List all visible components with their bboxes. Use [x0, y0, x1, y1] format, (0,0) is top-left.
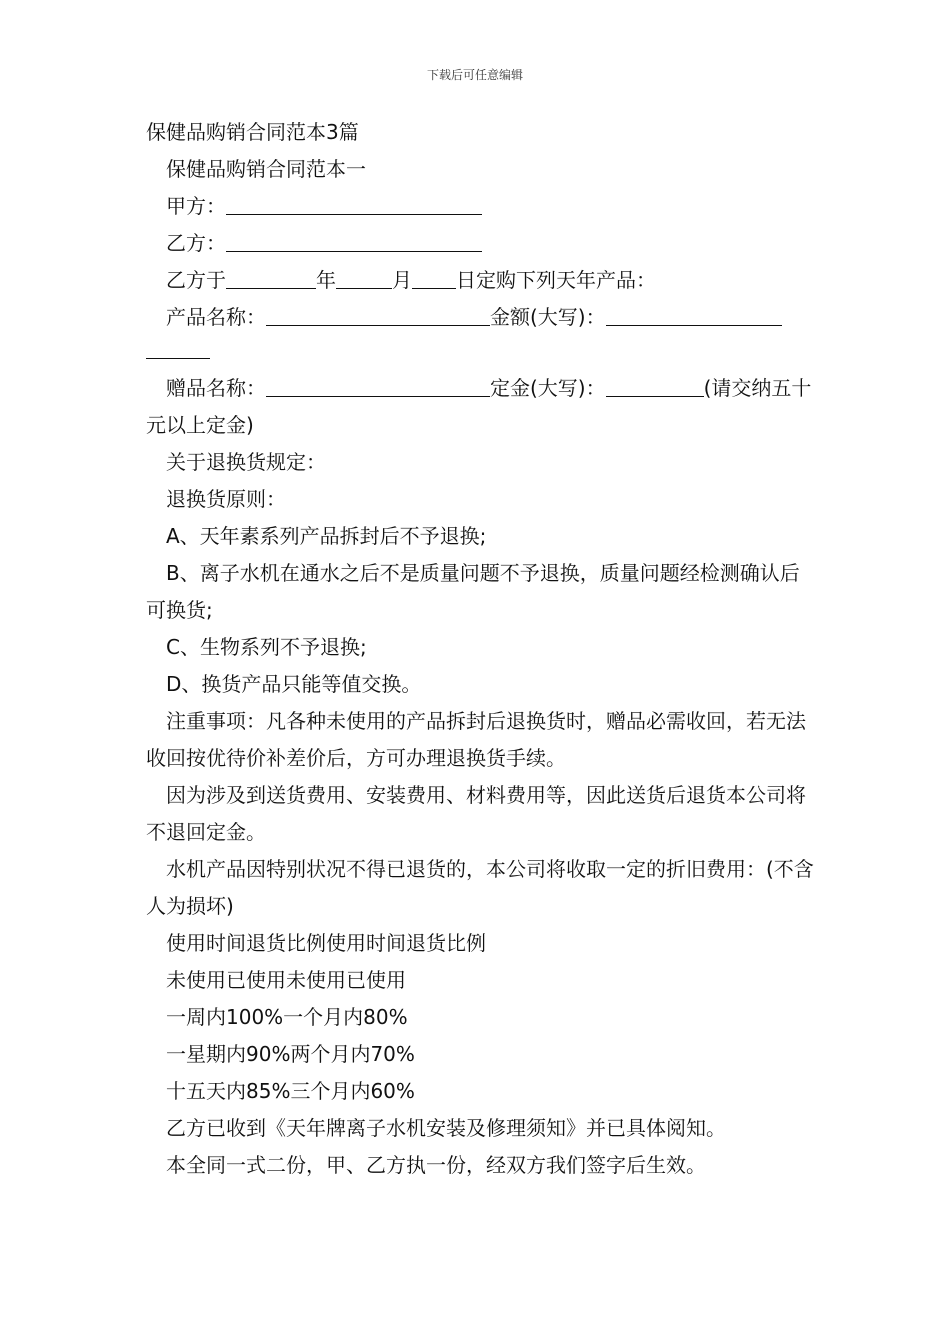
return-principle: 退换货原则： [166, 487, 286, 511]
refund-table-row: 未使用已使用未使用已使用 [166, 968, 406, 992]
order-month-blank [336, 264, 392, 289]
product-amount-label: 金额(大写)： [490, 305, 606, 329]
order-month-label: 月 [392, 268, 412, 292]
return-rule-item: B、离子水机在通水之后不是质量问题不予退换，质量问题经检测确认后可换货; [146, 561, 800, 622]
product-amount-blank-continued [146, 332, 210, 359]
product-amount-blank [606, 301, 782, 326]
closing-paragraph: 乙方已收到《天年牌离子水机安装及修理须知》并已具体阅知。 [166, 1116, 726, 1140]
return-rules-heading: 关于退换货规定： [166, 450, 326, 474]
order-year-label: 年 [316, 268, 336, 292]
party-b-label: 乙方： [166, 231, 226, 255]
refund-table-row: 一星期内90%两个月内70% [166, 1042, 415, 1066]
header-note: 下载后可任意编辑 [426, 68, 523, 82]
order-day-blank [412, 264, 456, 289]
order-suffix: 日定购下列天年产品： [456, 268, 656, 292]
closing-paragraph: 本全同一式二份，甲、乙方执一份，经双方我们签字后生效。 [166, 1153, 706, 1177]
product-name-label: 产品名称： [166, 305, 266, 329]
party-a-blank [226, 190, 482, 215]
gift-deposit-blank [606, 372, 704, 397]
party-a-label: 甲方： [166, 194, 226, 218]
product-line [146, 299, 816, 336]
note-paragraph: 因为涉及到送货费用、安装费用、材料费用等，因此送货后退货本公司将不退回定金。 [146, 783, 806, 844]
gift-line [146, 370, 816, 444]
order-year-blank [226, 264, 316, 289]
contract-document [146, 114, 816, 1184]
gift-name-blank [266, 372, 490, 397]
gift-name-label: 赠品名称： [166, 376, 266, 400]
refund-table-row: 十五天内85%三个月内60% [166, 1079, 415, 1103]
order-date-line [146, 262, 816, 299]
return-rule-item: C、生物系列不予退换; [166, 635, 367, 659]
document-title: 保健品购销合同范本3篇 [146, 120, 359, 144]
note-paragraph: 注重事项：凡各种未使用的产品拆封后退换货时，赠品必需收回，若无法收回按优待价补差价后，方可办理退换货手续。 [146, 709, 806, 770]
return-rule-item: A、天年素系列产品拆封后不予退换; [166, 524, 487, 548]
return-rule-item: D、换货产品只能等值交换。 [166, 672, 422, 696]
refund-table-row: 一周内100%一个月内80% [166, 1005, 408, 1029]
note-paragraph: 水机产品因特别状况不得已退货的，本公司将收取一定的折旧费用：(不含人为损坏) [146, 857, 814, 918]
refund-table-row: 使用时间退货比例使用时间退货比例 [166, 931, 486, 955]
document-subtitle: 保健品购销合同范本一 [166, 157, 366, 181]
gift-deposit-label: 定金(大写)： [490, 376, 606, 400]
gift-deposit-note: (请交纳五十元以上定金) [146, 376, 812, 437]
party-b-blank [226, 227, 482, 252]
order-prefix: 乙方于 [166, 268, 226, 292]
party-b-line [146, 225, 816, 262]
party-a-line [146, 188, 816, 225]
product-name-blank [266, 301, 490, 326]
